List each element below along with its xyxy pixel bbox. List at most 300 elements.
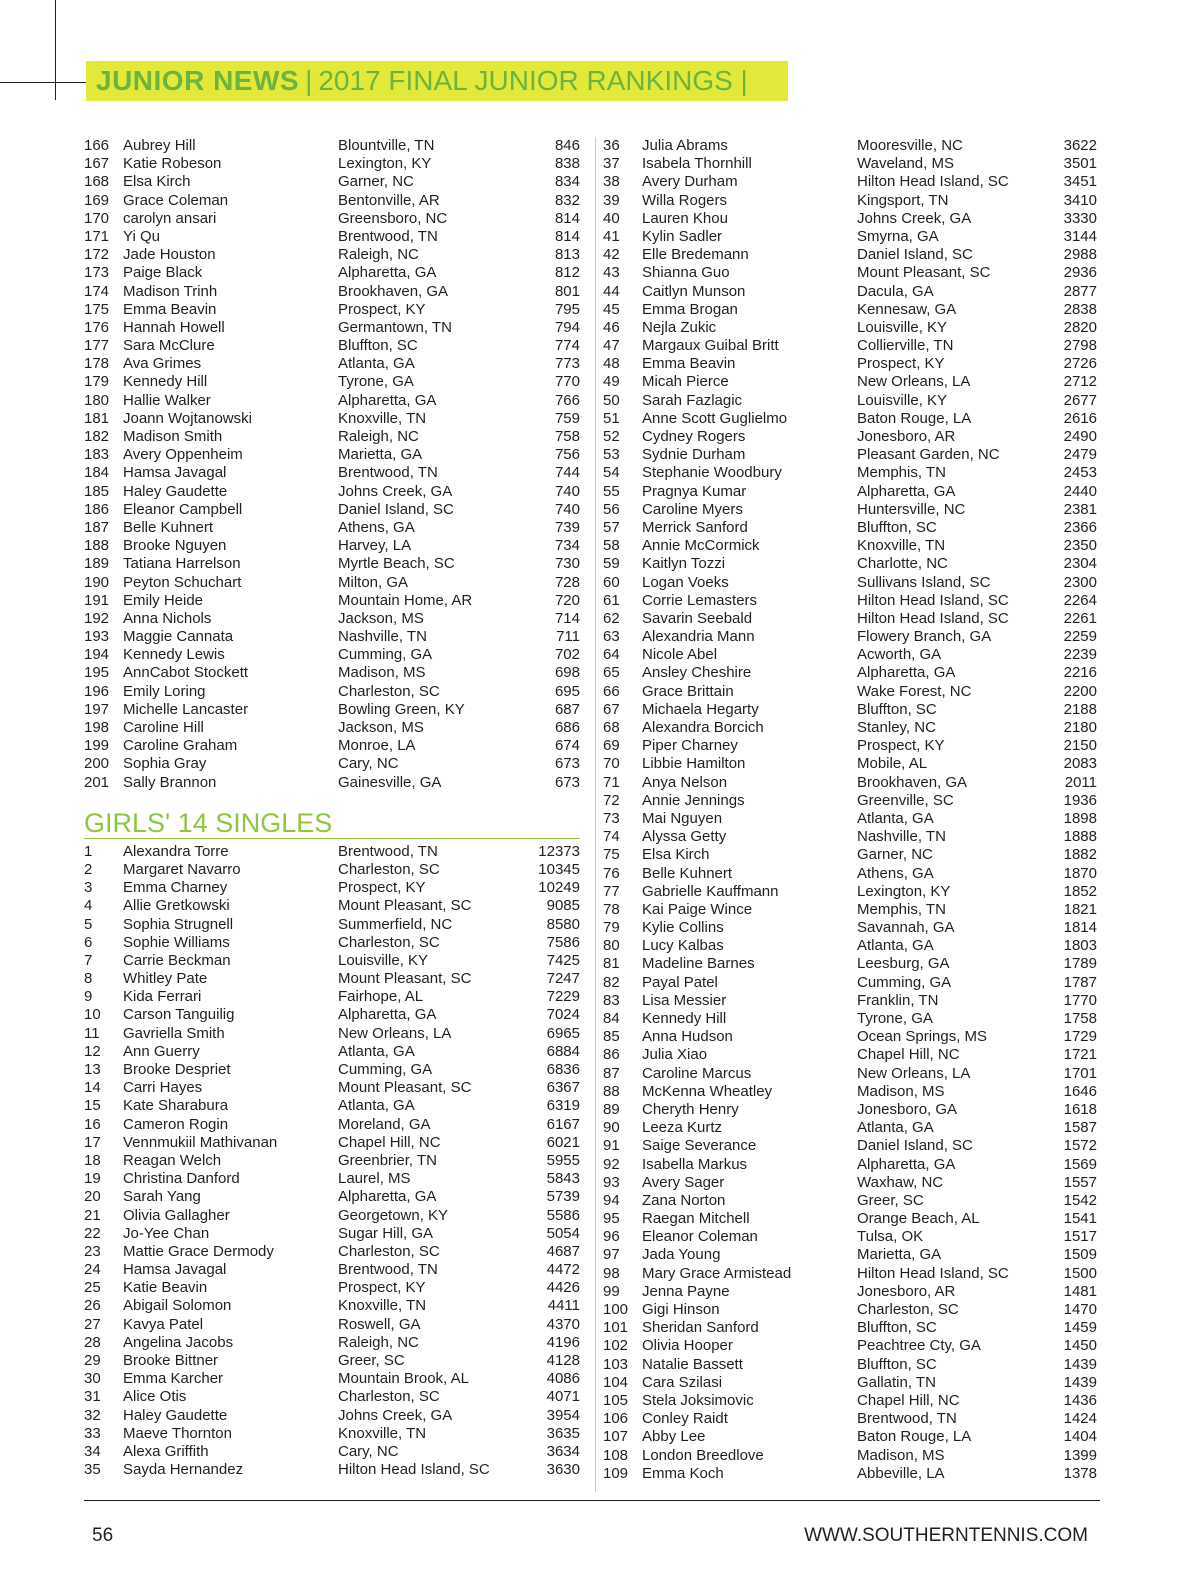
player-name: Peyton Schuchart — [123, 573, 242, 591]
hometown: Prospect, KY — [338, 300, 426, 318]
rank: 51 — [603, 409, 620, 427]
ranking-row — [603, 1356, 1097, 1374]
points: 2304 — [1063, 555, 1097, 573]
points: 3634 — [546, 1442, 580, 1460]
hometown: Greer, SC — [857, 1191, 924, 1209]
ranking-row — [84, 1370, 580, 1388]
rank: 30 — [84, 1370, 101, 1388]
points: 687 — [554, 700, 580, 718]
player-name: Michelle Lancaster — [123, 700, 249, 718]
hometown: Ocean Springs, MS — [857, 1028, 988, 1046]
footer-rule — [84, 1500, 1100, 1501]
points: 2264 — [1063, 591, 1097, 609]
points: 1618 — [1063, 1100, 1097, 1118]
right-column — [603, 137, 1097, 1483]
hometown: Brentwood, TN — [338, 464, 438, 482]
hometown: Waxhaw, NC — [857, 1173, 944, 1191]
points: 2239 — [1063, 646, 1097, 664]
rank: 189 — [84, 555, 110, 573]
player-name: Willa Rogers — [642, 191, 728, 209]
hometown: Brentwood, TN — [338, 1261, 438, 1279]
ranking-row — [603, 1428, 1097, 1446]
ranking-row — [603, 865, 1097, 883]
hometown: Bentonville, AR — [338, 191, 440, 209]
column-divider — [595, 137, 596, 1492]
hometown: Chapel Hill, NC — [857, 1046, 960, 1064]
rank: 194 — [84, 646, 110, 664]
ranking-row — [84, 1097, 580, 1115]
hometown: Mountain Brook, AL — [338, 1370, 469, 1388]
points: 2798 — [1063, 337, 1097, 355]
player-name: Cydney Rogers — [642, 428, 746, 445]
rank: 183 — [84, 446, 110, 464]
ranking-row — [603, 1192, 1097, 1210]
hometown: Jackson, MS — [338, 609, 424, 627]
rank: 91 — [603, 1137, 620, 1155]
player-name: Christina Danford — [123, 1170, 240, 1188]
points: 814 — [554, 209, 580, 227]
ranking-row — [603, 1137, 1097, 1155]
hometown: Hilton Head Island, SC — [857, 609, 1009, 627]
rank: 71 — [603, 773, 620, 791]
ranking-row — [603, 737, 1097, 755]
ranking-row — [603, 1392, 1097, 1410]
rank: 43 — [603, 264, 620, 282]
player-name: Lauren Khou — [642, 209, 728, 227]
ranking-row — [603, 1101, 1097, 1119]
rank: 4 — [84, 897, 93, 915]
hometown: Alpharetta, GA — [857, 482, 956, 500]
points: 2216 — [1063, 664, 1097, 682]
ranking-row — [84, 446, 580, 464]
ranking-row — [603, 155, 1097, 173]
rank: 103 — [603, 1355, 629, 1373]
ranking-row — [84, 337, 580, 355]
player-name: Julia Xiao — [642, 1046, 708, 1064]
ranking-row — [84, 843, 580, 861]
ranking-row — [603, 828, 1097, 846]
player-name: Sydnie Durham — [642, 446, 746, 464]
rank: 200 — [84, 755, 110, 773]
rank: 61 — [603, 591, 620, 609]
hometown: Atlanta, GA — [338, 1097, 415, 1115]
ranking-row — [84, 737, 580, 755]
player-name: Leeza Kurtz — [642, 1119, 723, 1137]
header-separator: | — [305, 65, 313, 96]
rank: 35 — [84, 1461, 101, 1479]
player-name: Kida Ferrari — [123, 988, 202, 1006]
player-name: Stephanie Woodbury — [642, 464, 782, 482]
hometown: Charlotte, NC — [857, 555, 948, 573]
rank: 102 — [603, 1337, 629, 1355]
hometown: Moreland, GA — [338, 1115, 431, 1133]
player-name: Elsa Kirch — [642, 846, 710, 864]
rank: 29 — [84, 1352, 101, 1369]
hometown: Kingsport, TN — [857, 191, 949, 209]
rank: 195 — [84, 664, 110, 682]
player-name: Ann Guerry — [123, 1042, 200, 1060]
hometown: Harvey, LA — [338, 537, 412, 555]
player-name: Lisa Messier — [642, 991, 727, 1009]
ranking-row — [84, 392, 580, 410]
player-name: Caitlyn Munson — [642, 282, 746, 300]
player-name: Belle Kuhnert — [123, 518, 214, 536]
ranking-row — [603, 810, 1097, 828]
points: 812 — [554, 264, 580, 282]
player-name: Gavriella Smith — [123, 1024, 225, 1042]
rank: 85 — [603, 1028, 620, 1046]
ranking-row — [84, 210, 580, 228]
ranking-row — [84, 410, 580, 428]
ranking-row — [603, 337, 1097, 355]
ranking-row — [84, 137, 580, 155]
ranking-row — [603, 228, 1097, 246]
hometown: Huntersville, NC — [857, 500, 966, 518]
player-name: Kennedy Hill — [642, 1010, 727, 1027]
player-name: Carri Hayes — [123, 1079, 203, 1097]
rank: 74 — [603, 828, 620, 846]
hometown: Monroe, LA — [338, 737, 416, 755]
player-name: Avery Durham — [642, 173, 738, 191]
player-name: Natalie Bassett — [642, 1355, 743, 1373]
rank: 57 — [603, 518, 620, 536]
player-name: Kaitlyn Tozzi — [642, 555, 726, 573]
player-name: Emma Beavin — [642, 355, 736, 373]
rank: 38 — [603, 173, 620, 191]
ranking-row — [603, 1119, 1097, 1137]
points: 1852 — [1063, 882, 1097, 900]
player-name: Saige Severance — [642, 1137, 757, 1155]
player-name: Annie Jennings — [642, 791, 745, 809]
ranking-row — [603, 355, 1097, 373]
points: 1770 — [1063, 991, 1097, 1009]
hometown: Collierville, TN — [857, 337, 954, 355]
hometown: Waveland, MS — [857, 155, 954, 173]
player-name: Merrick Sanford — [642, 518, 748, 536]
ranking-row — [84, 192, 580, 210]
hometown: Roswell, GA — [338, 1315, 421, 1333]
player-name: Olivia Gallagher — [123, 1206, 230, 1224]
points: 6367 — [546, 1079, 580, 1097]
points: 1459 — [1063, 1319, 1097, 1337]
points: 1814 — [1063, 919, 1097, 937]
hometown: Mount Pleasant, SC — [338, 1079, 472, 1097]
rank: 64 — [603, 646, 620, 664]
points: 832 — [554, 191, 580, 209]
rank: 98 — [603, 1264, 620, 1282]
rank: 5 — [84, 915, 93, 933]
rank: 36 — [603, 137, 620, 154]
hometown: Franklin, TN — [857, 991, 939, 1009]
points: 766 — [554, 391, 580, 409]
hometown: Bluffton, SC — [857, 518, 937, 536]
hometown: Cary, NC — [338, 1442, 399, 1460]
player-name: Savarin Seebald — [642, 609, 753, 627]
ranking-row — [603, 846, 1097, 864]
player-name: Brooke Despriet — [123, 1061, 231, 1078]
rank: 92 — [603, 1155, 620, 1173]
rank: 169 — [84, 191, 110, 209]
ranking-row — [84, 1388, 580, 1406]
points: 1542 — [1063, 1191, 1097, 1209]
rank: 6 — [84, 933, 93, 951]
player-name: Emma Brogan — [642, 300, 738, 318]
player-name: Katie Beavin — [123, 1279, 208, 1297]
rank: 1 — [84, 842, 93, 860]
hometown: Johns Creek, GA — [338, 482, 453, 500]
ranking-row — [603, 1228, 1097, 1246]
rank: 182 — [84, 428, 110, 445]
player-name: Gigi Hinson — [642, 1301, 720, 1318]
rank: 67 — [603, 700, 620, 718]
rank: 60 — [603, 573, 620, 591]
hometown: Bowling Green, KY — [338, 700, 465, 718]
player-name: Micah Pierce — [642, 373, 729, 391]
hometown: Prospect, KY — [338, 1279, 426, 1297]
ranking-row — [603, 664, 1097, 682]
points: 3330 — [1063, 209, 1097, 227]
hometown: Prospect, KY — [857, 737, 945, 755]
ranking-row — [603, 774, 1097, 792]
hometown: Madison, MS — [857, 1446, 945, 1464]
player-name: Emma Beavin — [123, 300, 217, 318]
rank: 201 — [84, 773, 110, 791]
rank: 59 — [603, 555, 620, 573]
rankings-list-girls-14 — [84, 843, 580, 1480]
points: 801 — [554, 282, 580, 300]
ranking-row — [84, 1134, 580, 1152]
hometown: Mount Pleasant, SC — [857, 264, 991, 282]
ranking-row — [603, 1374, 1097, 1392]
ranking-row — [84, 1261, 580, 1279]
points: 795 — [554, 300, 580, 318]
hometown: Jonesboro, AR — [857, 1282, 956, 1300]
ranking-row — [603, 264, 1097, 282]
points: 3954 — [546, 1406, 580, 1424]
ranking-row — [603, 137, 1097, 155]
ranking-row — [603, 955, 1097, 973]
player-name: Raegan Mitchell — [642, 1210, 750, 1228]
points: 814 — [554, 227, 580, 245]
player-name: Anya Nelson — [642, 773, 728, 791]
rank: 31 — [84, 1388, 101, 1406]
hometown: Atlanta, GA — [857, 809, 934, 827]
player-name: Kylie Collins — [642, 919, 724, 937]
points: 1509 — [1063, 1246, 1097, 1264]
website-url: WWW.SOUTHERNTENNIS.COM — [804, 1525, 1088, 1546]
player-name: Libbie Hamilton — [642, 755, 746, 773]
player-name: Stela Joksimovic — [642, 1391, 754, 1409]
points: 1424 — [1063, 1410, 1097, 1428]
points: 2300 — [1063, 573, 1097, 591]
hometown: New Orleans, LA — [857, 373, 971, 391]
ranking-row — [84, 228, 580, 246]
rank: 196 — [84, 682, 110, 700]
rank: 171 — [84, 227, 110, 245]
points: 1450 — [1063, 1337, 1097, 1355]
points: 846 — [554, 137, 580, 154]
points: 1541 — [1063, 1210, 1097, 1228]
ranking-row — [84, 683, 580, 701]
points: 4086 — [546, 1370, 580, 1388]
hometown: Baton Rouge, LA — [857, 1428, 972, 1446]
rank: 55 — [603, 482, 620, 500]
ranking-row — [603, 283, 1097, 301]
hometown: Knoxville, TN — [338, 1297, 427, 1315]
rank: 34 — [84, 1442, 101, 1460]
points: 720 — [554, 591, 580, 609]
ranking-row — [84, 264, 580, 282]
points: 1936 — [1063, 791, 1097, 809]
hometown: Marietta, GA — [338, 446, 423, 464]
ranking-row — [84, 664, 580, 682]
rank: 3 — [84, 879, 93, 897]
points: 1378 — [1063, 1464, 1097, 1482]
ranking-row — [84, 628, 580, 646]
rank: 187 — [84, 518, 110, 536]
player-name: Brooke Nguyen — [123, 537, 227, 555]
points: 1789 — [1063, 955, 1097, 973]
points: 756 — [554, 446, 580, 464]
player-name: Sarah Fazlagic — [642, 391, 743, 409]
points: 728 — [554, 573, 580, 591]
player-name: Pragnya Kumar — [642, 482, 747, 500]
rank: 69 — [603, 737, 620, 755]
player-name: Annie McCormick — [642, 537, 760, 555]
points: 686 — [554, 719, 580, 736]
points: 2440 — [1063, 482, 1097, 500]
player-name: Emma Karcher — [123, 1370, 224, 1388]
hometown: Lexington, KY — [338, 155, 432, 173]
hometown: Memphis, TN — [857, 900, 946, 918]
player-name: McKenna Wheatley — [642, 1082, 773, 1100]
ranking-row — [84, 301, 580, 319]
points: 4128 — [546, 1352, 580, 1369]
points: 2200 — [1063, 682, 1097, 700]
player-name: Sally Brannon — [123, 773, 217, 791]
ranking-row — [603, 901, 1097, 919]
points: 774 — [554, 337, 580, 355]
hometown: Greenbrier, TN — [338, 1151, 437, 1169]
rank: 188 — [84, 537, 110, 555]
hometown: Hilton Head Island, SC — [857, 173, 1009, 191]
rank: 44 — [603, 282, 620, 300]
ranking-row — [84, 1443, 580, 1461]
player-name: Alice Otis — [123, 1388, 187, 1406]
ranking-row — [603, 501, 1097, 519]
hometown: New Orleans, LA — [338, 1024, 452, 1042]
player-name: Jenna Payne — [642, 1282, 730, 1300]
rank: 32 — [84, 1406, 101, 1424]
hometown: Mount Pleasant, SC — [338, 970, 472, 988]
points: 2712 — [1063, 373, 1097, 391]
page-header — [86, 61, 788, 101]
player-name: Madison Smith — [123, 428, 223, 445]
player-name: Olivia Hooper — [642, 1337, 733, 1355]
player-name: Cameron Rogin — [123, 1115, 229, 1133]
points: 7024 — [546, 1006, 580, 1024]
rank: 105 — [603, 1391, 629, 1409]
player-name: Haley Gaudette — [123, 1406, 228, 1424]
hometown: Lexington, KY — [857, 882, 951, 900]
player-name: Hamsa Javagal — [123, 1261, 227, 1279]
hometown: Nashville, TN — [857, 828, 946, 846]
player-name: Caroline Myers — [642, 500, 743, 518]
hometown: Jonesboro, AR — [857, 428, 956, 445]
rank: 28 — [84, 1333, 101, 1351]
player-name: Emma Charney — [123, 879, 228, 897]
player-name: Zana Norton — [642, 1191, 726, 1209]
rank: 199 — [84, 737, 110, 755]
points: 838 — [554, 155, 580, 173]
points: 2726 — [1063, 355, 1097, 373]
player-name: Whitley Pate — [123, 970, 208, 988]
rank: 186 — [84, 500, 110, 518]
hometown: Athens, GA — [338, 518, 415, 536]
ranking-row — [603, 1028, 1097, 1046]
rank: 181 — [84, 409, 110, 427]
player-name: Hannah Howell — [123, 318, 225, 336]
player-name: Belle Kuhnert — [642, 864, 733, 882]
ranking-row — [603, 610, 1097, 628]
ranking-row — [603, 392, 1097, 410]
hometown: Atlanta, GA — [857, 1119, 934, 1137]
player-name: Kennedy Lewis — [123, 646, 225, 664]
hometown: Peachtree Cty, GA — [857, 1337, 981, 1355]
hometown: Raleigh, NC — [338, 428, 419, 445]
player-name: Kai Paige Wince — [642, 900, 753, 918]
player-name: Gabrielle Kauffmann — [642, 882, 779, 900]
player-name: Caroline Graham — [123, 737, 238, 755]
points: 8580 — [546, 915, 580, 933]
player-name: Hamsa Javagal — [123, 464, 227, 482]
hometown: Mount Pleasant, SC — [338, 897, 472, 915]
hometown: Hilton Head Island, SC — [857, 591, 1009, 609]
hometown: Brookhaven, GA — [338, 282, 449, 300]
player-name: Maggie Cannata — [123, 628, 234, 646]
hometown: Charleston, SC — [338, 1242, 440, 1260]
hometown: Prospect, KY — [338, 879, 426, 897]
ranking-row — [84, 173, 580, 191]
ranking-row — [603, 446, 1097, 464]
ranking-row — [603, 301, 1097, 319]
hometown: Jackson, MS — [338, 719, 424, 736]
points: 744 — [554, 464, 580, 482]
ranking-row — [603, 937, 1097, 955]
points: 6167 — [546, 1115, 580, 1133]
ranking-row — [603, 1319, 1097, 1337]
hometown: Myrtle Beach, SC — [338, 555, 455, 573]
player-name: Maeve Thornton — [123, 1424, 232, 1442]
points: 3501 — [1063, 155, 1097, 173]
ranking-row — [84, 970, 580, 988]
points: 1557 — [1063, 1173, 1097, 1191]
hometown: Bluffton, SC — [338, 337, 418, 355]
points: 1569 — [1063, 1155, 1097, 1173]
points: 1721 — [1063, 1046, 1097, 1064]
hometown: Hilton Head Island, SC — [338, 1461, 490, 1479]
rank: 16 — [84, 1115, 101, 1133]
rank: 89 — [603, 1100, 620, 1118]
player-name: Abby Lee — [642, 1428, 706, 1446]
hometown: Mobile, AL — [857, 755, 928, 773]
rank: 97 — [603, 1246, 620, 1264]
hometown: Nashville, TN — [338, 628, 427, 646]
ranking-row — [603, 1210, 1097, 1228]
left-column — [84, 137, 580, 1479]
hometown: Brentwood, TN — [338, 227, 438, 245]
ranking-row — [84, 1297, 580, 1315]
